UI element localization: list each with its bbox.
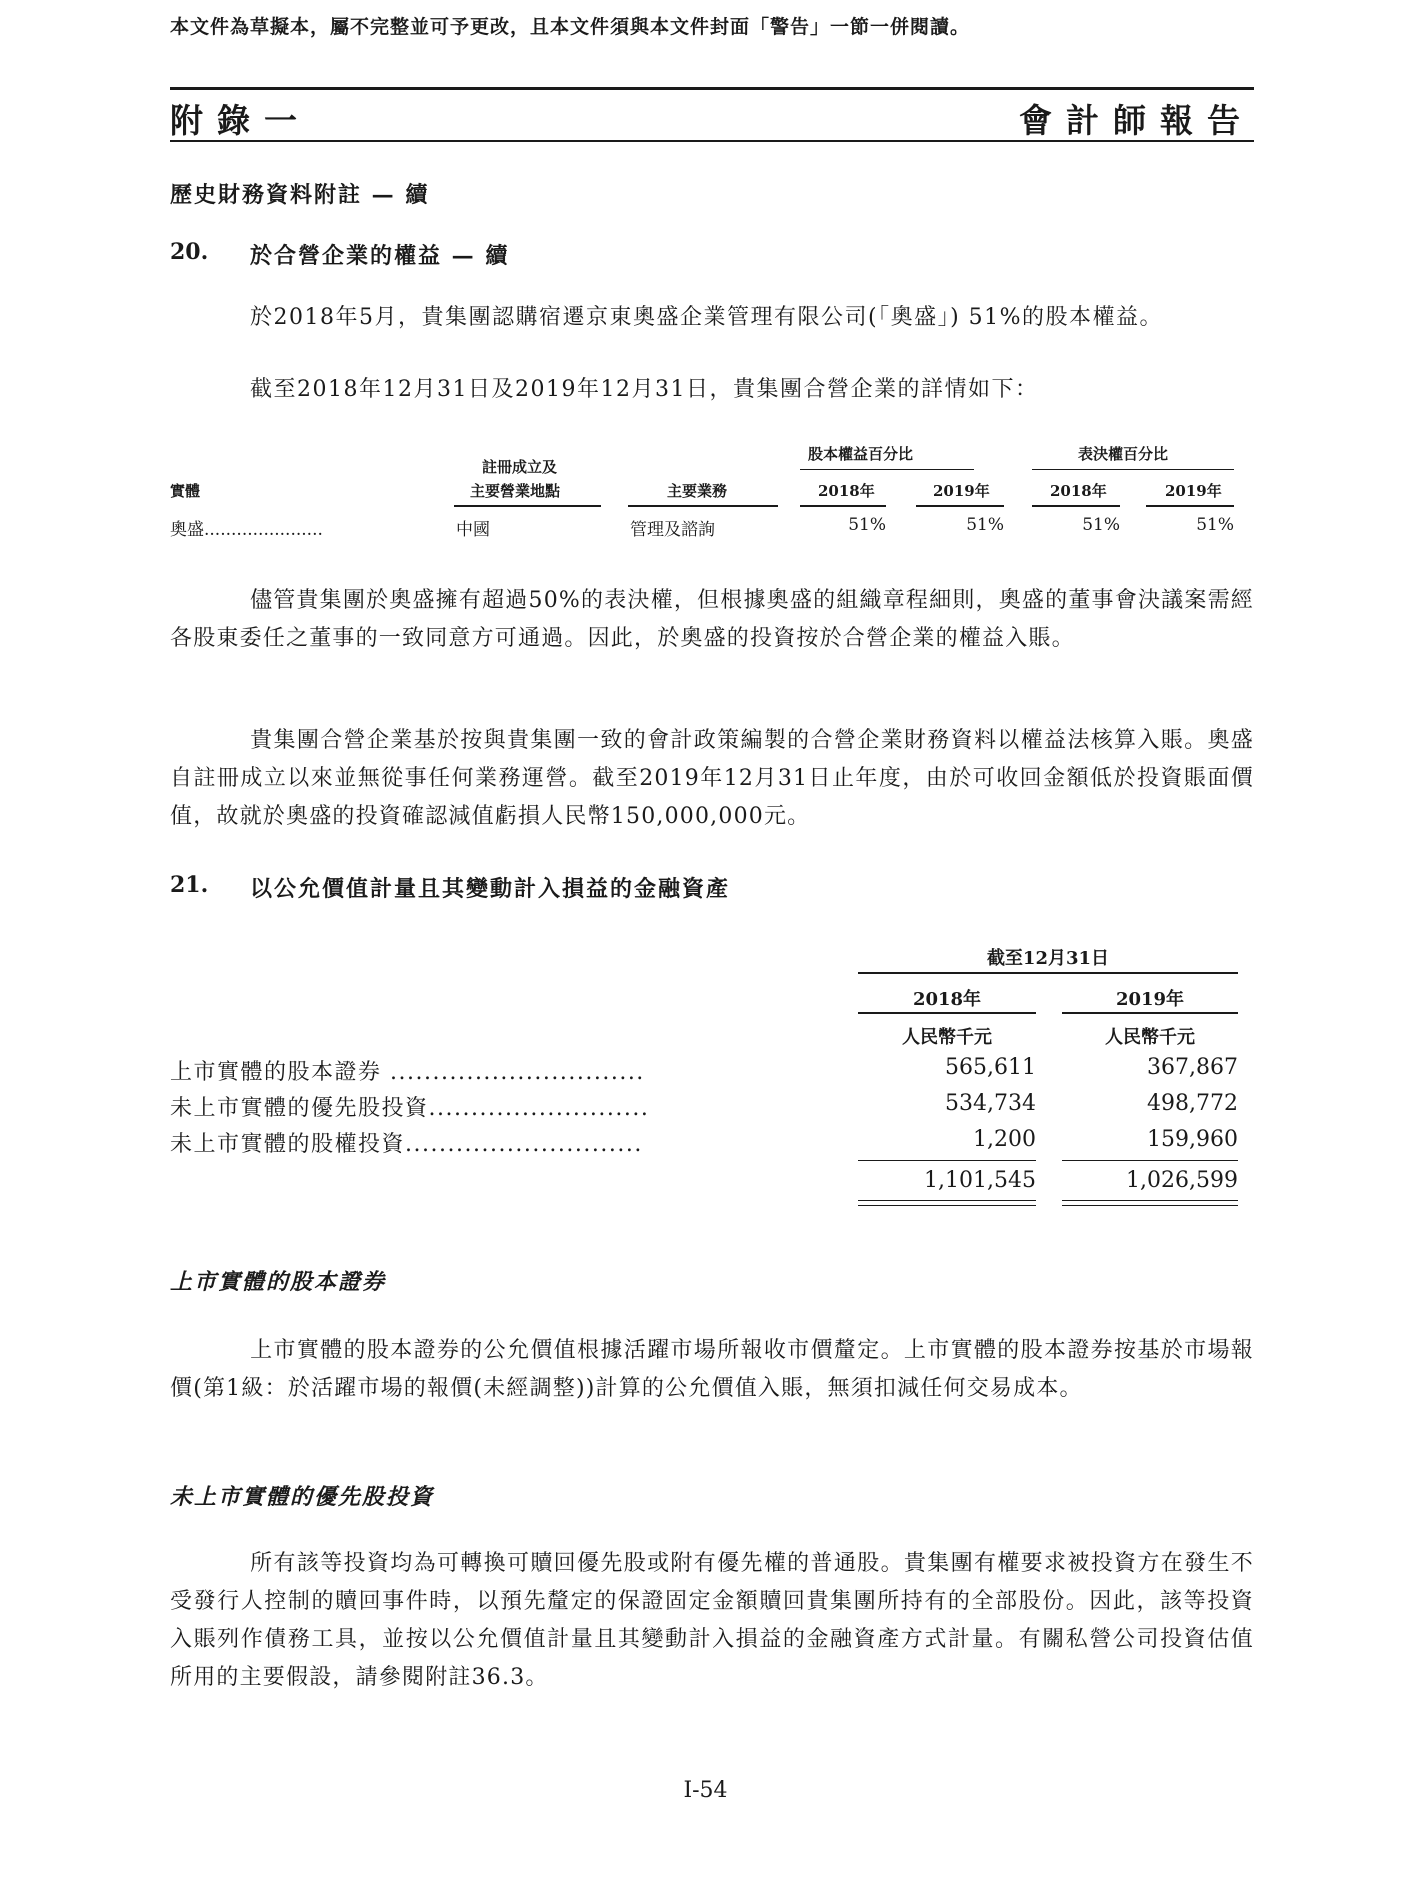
draft-warning: 本文件為草擬本，屬不完整並可予更改，且本文件須與本文件封面「警告」一節一併閱讀。 [170,16,971,38]
jv-eq2018-rule [800,505,886,507]
fin-period-rule [858,972,1238,974]
fin-subtotal-rule-2018 [858,1160,1036,1161]
fin-total-rule-2018-b [858,1205,1036,1206]
fin-total-rule-2019-b [1062,1205,1238,1206]
jv-row-vo2018: 51% [1082,515,1120,535]
jv-col-eq-2019: 2019年 [933,482,990,500]
jv-col-place-2: 主要營業地點 [470,482,561,500]
fin-total-2018: 1,101,545 [924,1168,1036,1193]
fin-row-3-2018: 1,200 [973,1127,1036,1152]
note-20-para-3: 儘管貴集團於奧盛擁有超過50%的表決權，但根據奧盛的組織章程細則，奧盛的董事會決議案需經各股東委任之董事的一致同意方可通過。因此，於奧盛的投資按於合營企業的權益入賬。 [170,588,1254,651]
jv-row-vo2019: 51% [1196,515,1234,535]
fin-period-header: 截至12月31日 [986,948,1110,969]
sub-2-text: 所有該等投資均為可轉換可贖回優先股或附有優先權的普通股。貴集團有權要求被投資方在發生不受發行人控制的贖回事件時，以預先釐定的保證固定金額贖回貴集團所持有的全部股份。因此，該等投資入賬列作債務工具，並按以公允價值計量且其變動計入損益的金融資產方式計量。有關私營公司投資估值所用的主要假設，請參閱附註36.3。 [170,1551,1254,1690]
fin-total-rule-2018-a [858,1200,1036,1201]
fin-row-1-2018: 565,611 [945,1055,1036,1080]
fin-subtotal-rule-2019 [1062,1160,1238,1161]
fin-col-2019-rule [1062,1012,1238,1014]
fin-row-3-label: 未上市實體的股權投資............................ [170,1132,643,1157]
note-20-para-2: 截至2018年12月31日及2019年12月31日，貴集團合營企業的詳情如下： [250,377,1039,402]
jv-vo2019-rule [1146,505,1234,507]
jv-equity-rule [800,469,974,470]
section-title: 歷史財務資料附註 — 續 [170,182,430,208]
jv-col-eq-2018: 2018年 [818,482,875,500]
jv-vo2018-rule [1032,505,1120,507]
jv-col-business: 主要業務 [667,482,728,500]
jv-row-eq2018: 51% [848,515,886,535]
sub-2-title: 未上市實體的優先股投資 [170,1484,435,1510]
note-21-title: 以公允價值計量且其變動計入損益的金融資產 [250,876,731,902]
header-rule-bottom [170,140,1254,142]
jv-col-vo-2019: 2019年 [1165,482,1222,500]
note-20-para-1: 於2018年5月，貴集團認購宿遷京東奧盛企業管理有限公司(「奧盛」) 51%的股本權益。 [250,305,1164,330]
fin-row-2-2018: 534,734 [945,1091,1036,1116]
appendix-label: 附錄一 [170,101,311,140]
sub-1-text: 上市實體的股本證券的公允價值根據活躍市場所報收市價釐定。上市實體的股本證券按基於市場報價(第1級：於活躍市場的報價(未經調整))計算的公允價值入賬，無須扣減任何交易成本。 [170,1338,1254,1401]
fin-row-2-2019: 498,772 [1147,1091,1238,1116]
jv-business-rule [628,505,778,507]
note-20-number: 20. [170,239,209,265]
page-number: I-54 [683,1778,728,1803]
note-20-para-4: 貴集團合營企業基於按與貴集團一致的會計政策編製的合營企業財務資料以權益法核算入賬。奧盛自註冊成立以來並無從事任何業務運營。截至2019年12月31日止年度，由於可收回金額低於投資賬面價值，故就於奧盛的投資確認減值虧損人民幣150,000,000元。 [170,728,1254,829]
fin-unit-2019: 人民幣千元 [1105,1027,1195,1048]
jv-row-place: 中國 [456,520,490,540]
note-21-number: 21. [170,872,209,898]
fin-row-1-2019: 367,867 [1147,1055,1238,1080]
jv-col-place-1: 註冊成立及 [482,458,558,476]
jv-voting-rule [1032,469,1234,470]
fin-col-2018: 2018年 [912,989,982,1010]
jv-col-entity: 實體 [170,482,201,500]
jv-row-eq2019: 51% [966,515,1004,535]
note-20-title: 於合營企業的權益 — 續 [250,243,510,269]
jv-col-vo-2018: 2018年 [1050,482,1107,500]
jv-row-entity: 奧盛...................... [170,520,323,540]
fin-total-2019: 1,026,599 [1126,1168,1238,1193]
jv-place-rule [454,505,601,507]
header-rule-top [170,87,1254,90]
jv-row-business: 管理及諮詢 [630,520,715,540]
fin-total-rule-2019-a [1062,1200,1238,1201]
fin-unit-2018: 人民幣千元 [902,1027,992,1048]
jv-group-voting: 表決權百分比 [1078,445,1169,463]
fin-col-2019: 2019年 [1115,989,1185,1010]
sub-1-title: 上市實體的股本證券 [170,1269,387,1295]
fin-row-1-label: 上市實體的股本證券 .............................. [170,1060,645,1085]
fin-col-2018-rule [858,1012,1036,1014]
report-title: 會計師報告 [1019,101,1254,140]
fin-row-2-label: 未上市實體的優先股投資.......................... [170,1096,650,1121]
jv-group-equity: 股本權益百分比 [808,445,914,463]
jv-eq2019-rule [916,505,1004,507]
fin-row-3-2019: 159,960 [1147,1127,1238,1152]
